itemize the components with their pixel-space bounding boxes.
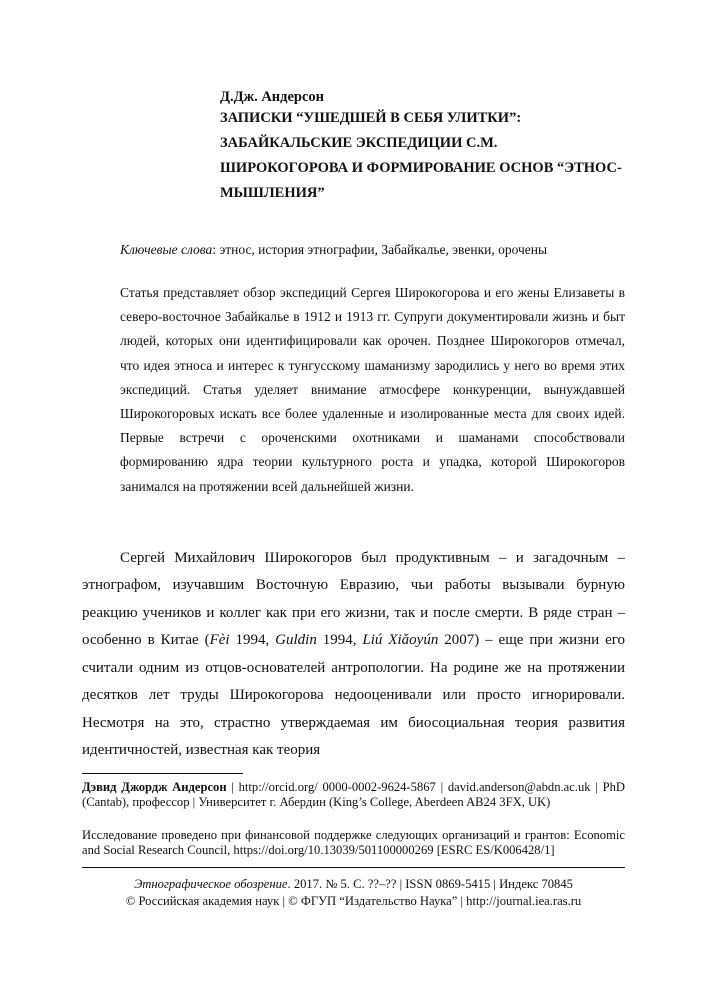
keywords-label: Ключевые слова <box>120 242 213 257</box>
journal-name: Этнографическое обозрение <box>134 876 288 891</box>
footnote-author-name: Дэвид Джордж Андерсон <box>82 779 227 794</box>
body-text: Сергей Михайлович Широкогоров был продуктивным – и загадочным – этнографом, изучавшим Восточную Евразию, чьи работы вызывали бурную реакцию учеников и коллег как при его жизни, так и после смерти. В ряде стран – особенно в Китае ( <box>82 549 625 649</box>
citation: Guldin <box>275 632 317 649</box>
title-line: ШИРОКОГОРОВА И ФОРМИРОВАНИЕ ОСНОВ “ЭТНОС- <box>220 160 622 176</box>
journal-line-1 <box>82 876 625 893</box>
body-text: 2007) – еще при жизни его считали одним из отцов-основателей антропологии. На родине же на протяжении десятков лет труды Широкогорова недооценивали или просто игнорировали. Несмотря на это, страстно утверждаемая им биосоциальная теория развития идентичностей, известная как теория <box>82 632 626 759</box>
title-line: ЗАПИСКИ “УШЕДШЕЙ В СЕБЯ УЛИТКИ”: <box>220 110 522 126</box>
funding-footnote: Исследование проведено при финансовой поддержке следующих организаций и грантов: Economic and Social Research Council, https://doi.org/10.13039/501100000269 [ESRC ES/K006428/1] <box>82 827 625 857</box>
journal-issue-info: . 2017. № 5. С. ??–?? | ISSN 0869-5415 | Индекс 70845 <box>287 876 573 891</box>
keywords-text: : этнос, история этнографии, Забайкалье, эвенки, орочены <box>212 242 548 257</box>
author-footnote <box>82 780 625 810</box>
title-line: МЫШЛЕНИЯ” <box>220 185 325 201</box>
abstract: Статья представляет обзор экспедиций Сергея Широкогорова и его жены Елизаветы в северо-восточное Забайкалье в 1912 и 1913 гг. Супруги документировали жизнь и быт людей, которых они идентифицировали как орочен. Позднее Широкогоров отмечал, что идея этноса и интерес к тунгусскому шаманизму зародились у него во время этих экспедиций. Статья уделяет внимание атмосфере конкуренции, вынуждавшей Широкогоровых искать все более удаленные и изолированные места для своих идей. Первые встречи с ороченскими охотниками и шаманами способствовали формированию ядра теории культурного роста и упадка, которой Широкогоров занимался на протяжении всей дальнейшей жизни. <box>120 285 625 494</box>
footnote-divider <box>82 773 243 774</box>
article-title <box>220 106 650 206</box>
title-line: ЗАБАЙКАЛЬСКИЕ ЭКСПЕДИЦИИ С.М. <box>220 135 498 151</box>
body-text: 1994, <box>229 632 276 649</box>
citation: Fèi <box>209 632 230 649</box>
keywords <box>120 241 707 259</box>
journal-footer <box>82 876 625 910</box>
author-name: Д.Дж. Андерсон <box>220 89 325 105</box>
footer-divider <box>82 867 625 868</box>
footnote-author-details: | http://orcid.org/ 0000-0002-9624-5867 | david.anderson@abdn.ac.uk | PhD (Cantab), профессор | Университет г. Абердин (King’s College, Aberdeen AB24 3FX, UK) <box>82 779 625 809</box>
journal-line-2: © Российская академия наук | © ФГУП “Издательство Наука” | http://journal.iea.ras.ru <box>125 893 582 908</box>
body-text: 1994, <box>316 632 363 649</box>
citation: Liú Xiǎoyún <box>362 632 439 649</box>
body-paragraph <box>82 545 625 765</box>
